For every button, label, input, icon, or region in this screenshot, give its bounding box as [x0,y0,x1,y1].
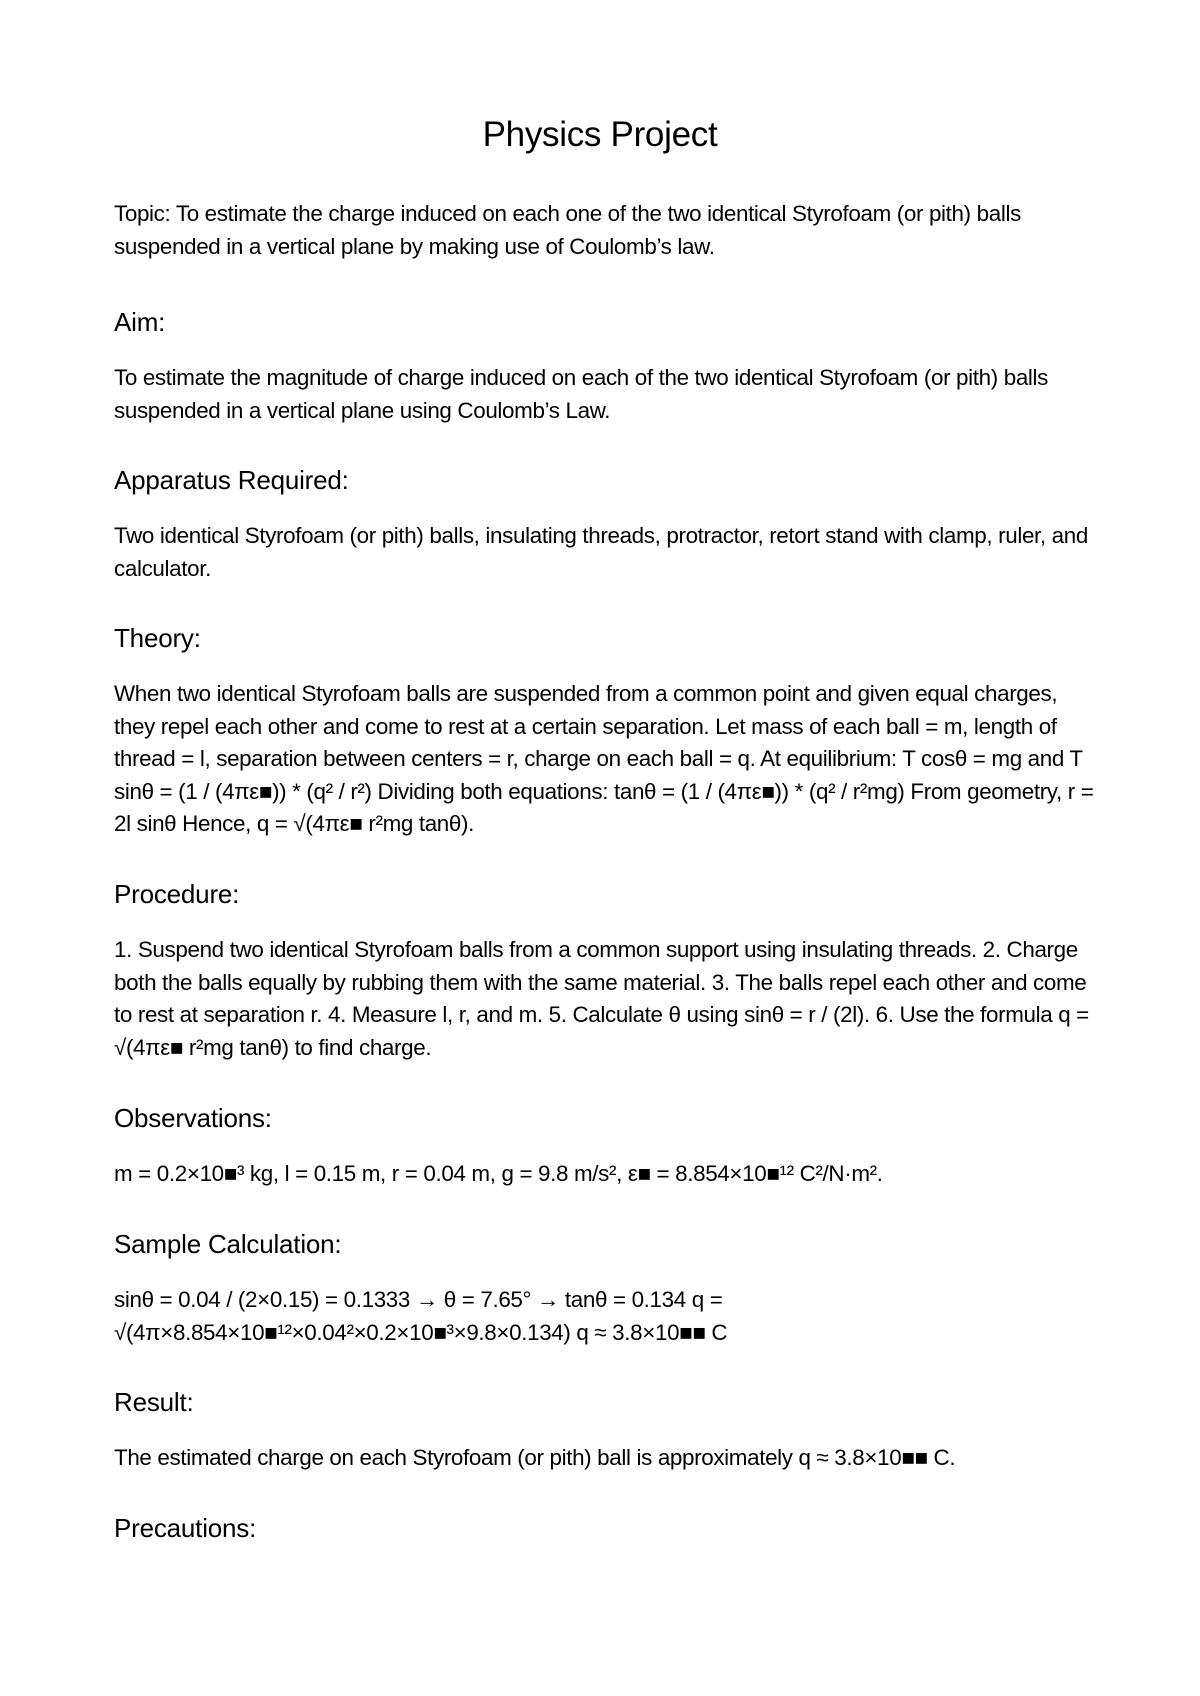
precautions-heading: Precautions: [114,1513,257,1543]
topic-text: Topic: To estimate the charge induced on each one of the two identical Styrofoam (or pith) balls suspended in a vertical plane by making use of Coulomb’s law. [114,201,1021,259]
apparatus-heading: Apparatus Required: [114,465,349,495]
sample-calculation-heading: Sample Calculation: [114,1229,342,1259]
sample-calculation-text: sinθ = 0.04 / (2×0.15) = 0.1333 → θ = 7.65° → tanθ = 0.134 q = √(4π×8.854×10■¹²×0.04²×0.2×10■³×9.8×0.134) q ≈ 3.8×10■■ C [114,1287,728,1345]
procedure-text: 1. Suspend two identical Styrofoam balls from a common support using insulating threads. 2. Charge both the balls equally by rubbing them with the same material. 3. The balls repel each other and come to rest at separation r. 4. Measure l, r, and m. 5. Calculate θ using sinθ = r / (2l). 6. Use the formula q = √(4πε■ r²mg tanθ) to find charge. [114,937,1089,1060]
theory-text: When two identical Styrofoam balls are suspended from a common point and given equal charges, they repel each other and come to rest at a certain separation. Let mass of each ball = m, length of thread = l, separation between centers = r, charge on each ball = q. At equilibrium: T cosθ = mg and T sinθ = (1 / (4πε■)) * (q² / r²) Dividing both equations: tanθ = (1 / (4πε■)) * (q² / r²mg) From geometry, r = 2l sinθ Hence, q = √(4πε■ r²mg tanθ). [114,681,1094,837]
aim-text: To estimate the magnitude of charge induced on each of the two identical Styrofoam (or pith) balls suspended in a vertical plane using Coulomb’s Law. [114,365,1049,423]
result-text: The estimated charge on each Styrofoam (or pith) ball is approximately q ≈ 3.8×10■■ C. [114,1445,956,1470]
result-heading: Result: [114,1387,194,1417]
page-title: Physics Project [482,115,718,154]
aim-heading: Aim: [114,307,166,337]
procedure-heading: Procedure: [114,879,240,909]
observations-text: m = 0.2×10■³ kg, l = 0.15 m, r = 0.04 m, g = 9.8 m/s², ε■ = 8.854×10■¹² C²/N·m². [114,1161,883,1186]
theory-heading: Theory: [114,623,201,653]
apparatus-text: Two identical Styrofoam (or pith) balls, insulating threads, protractor, retort stand with clamp, ruler, and calculator. [114,523,1088,581]
observations-heading: Observations: [114,1103,272,1133]
